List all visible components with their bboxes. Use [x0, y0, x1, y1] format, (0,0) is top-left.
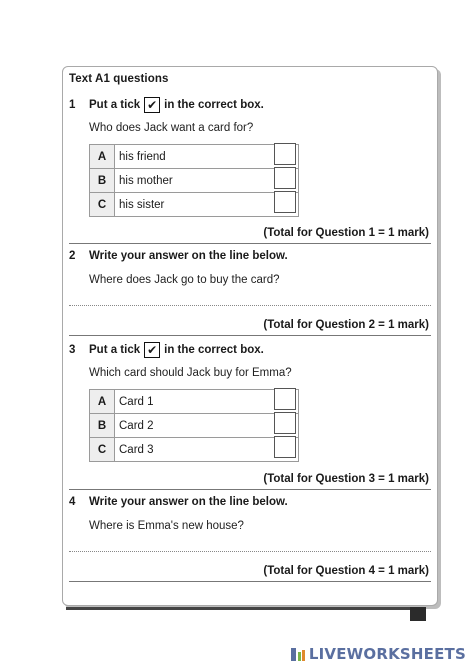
answer-line-2[interactable] — [69, 305, 431, 306]
answer-checkbox-c[interactable] — [274, 191, 296, 213]
option-label: his sister — [115, 193, 299, 217]
question-3-options — [89, 389, 299, 462]
option-label: his mother — [115, 169, 299, 193]
divider — [69, 581, 431, 582]
answer-checkbox-a[interactable] — [274, 143, 296, 165]
option-letter: A — [90, 145, 115, 169]
divider — [69, 243, 431, 244]
option-label: Card 1 — [115, 390, 299, 414]
question-4-text: Where is Emma's new house? — [89, 520, 244, 532]
answer-checkbox-b[interactable] — [274, 412, 296, 434]
question-1-checkboxes — [274, 143, 298, 215]
option-letter: A — [90, 390, 115, 414]
option-label: his friend — [115, 145, 299, 169]
option-row — [90, 390, 299, 414]
question-2-mark: (Total for Question 2 = 1 mark) — [263, 319, 429, 331]
question-1-options — [89, 144, 299, 217]
question-4-heading — [69, 496, 288, 508]
option-row — [90, 145, 299, 169]
footer-bar — [66, 607, 426, 610]
question-number: 3 — [69, 344, 76, 356]
instruction-text: Put a tick — [89, 344, 141, 356]
footer-block — [410, 607, 426, 621]
question-2-heading — [69, 250, 288, 262]
option-letter: C — [90, 193, 115, 217]
option-letter: B — [90, 414, 115, 438]
question-number: 4 — [69, 496, 76, 508]
option-row — [90, 193, 299, 217]
option-row — [90, 169, 299, 193]
question-2-text: Where does Jack go to buy the card? — [89, 274, 280, 286]
answer-checkbox-a[interactable] — [274, 388, 296, 410]
instruction-text: in the correct box. — [164, 344, 264, 356]
question-1-heading — [69, 97, 264, 113]
instruction-text: Write your answer on the line below. — [89, 250, 288, 262]
option-letter: B — [90, 169, 115, 193]
tick-icon: ✔ — [144, 342, 160, 358]
question-3-mark: (Total for Question 3 = 1 mark) — [263, 473, 429, 485]
option-label: Card 2 — [115, 414, 299, 438]
answer-checkbox-b[interactable] — [274, 167, 296, 189]
worksheet-panel — [62, 66, 438, 606]
question-4-mark: (Total for Question 4 = 1 mark) — [263, 565, 429, 577]
instruction-text: in the correct box. — [164, 99, 264, 111]
liveworksheets-icon — [290, 647, 306, 662]
question-1-text: Who does Jack want a card for? — [89, 122, 254, 134]
question-number: 2 — [69, 250, 76, 262]
question-3-text: Which card should Jack buy for Emma? — [89, 367, 292, 379]
divider — [69, 335, 431, 336]
tick-icon: ✔ — [144, 97, 160, 113]
question-3-checkboxes — [274, 388, 298, 460]
instruction-text: Put a tick — [89, 99, 141, 111]
divider — [69, 489, 431, 490]
sheet-title: Text A1 questions — [69, 73, 169, 85]
instruction-text: Write your answer on the line below. — [89, 496, 288, 508]
option-label: Card 3 — [115, 438, 299, 462]
question-3-heading — [69, 342, 264, 358]
option-letter: C — [90, 438, 115, 462]
answer-line-4[interactable] — [69, 551, 431, 552]
question-number: 1 — [69, 99, 76, 111]
option-row — [90, 414, 299, 438]
question-1-mark: (Total for Question 1 = 1 mark) — [263, 227, 429, 239]
brand-name: LIVEWORKSHEETS — [308, 645, 466, 663]
option-row — [90, 438, 299, 462]
answer-checkbox-c[interactable] — [274, 436, 296, 458]
liveworksheets-logo — [290, 645, 466, 663]
